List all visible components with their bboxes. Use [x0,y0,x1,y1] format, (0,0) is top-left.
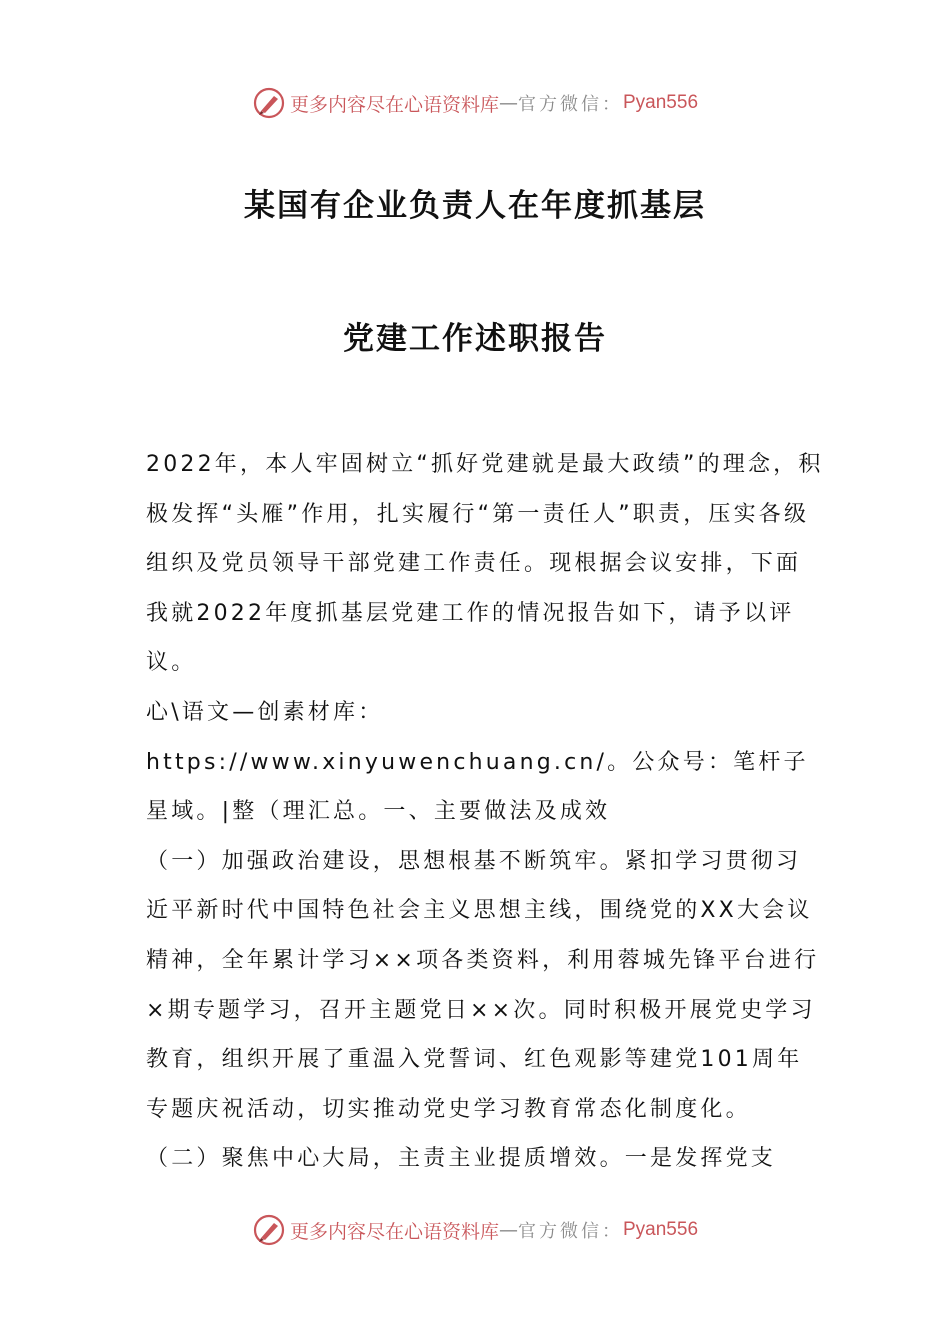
paragraph-section-2: （二）聚焦中心大局，主责主业提质增效。一是发挥党支 [146,1146,777,1172]
paragraph-section-1: （一）加强政治建设，思想根基不断筑牢。紧扣学习贯彻习近平新时代中国特色社会主义思想主线，围绕党的XX大会议精神，全年累计学习××项各类资料，利用蓉城先锋平台进行×期专题学习，召开主题党日××次。同时积极开展党史学习教育，组织开展了重温入党誓词、红色观影等建党101周年专题庆祝活动，切实推动党史学习教育常态化制度化。 [146,848,820,1122]
banner-text: 更多内容尽在心语资料库 [289,1220,499,1243]
banner-separator: — [499,1219,518,1241]
banner-text: 更多内容尽在心语资料库 [289,93,499,116]
pen-logo-icon [252,1213,286,1247]
document-title-line-1: 某国有企业负责人在年度抓基层 [244,188,706,224]
banner-wechat-id: Pyan556 [623,92,699,113]
banner-wechat-label: 官方微信： [518,1221,623,1242]
paragraph-intro: 2022年，本人牢固树立“抓好党建就是最大政绩”的理念，积极发挥“头雁”作用，扎实履行“第一责任人”职责，压实各级组织及党员领导干部党建工作责任。现根据会议安排，下面我就2022年度抓基层党建工作的情况报告如下，请予以评议。 [146,452,824,676]
banner-wechat-label: 官方微信： [518,94,623,115]
document-body [146,440,826,1184]
document-title-line-2: 党建工作述职报告 [343,321,607,357]
header-banner [0,83,950,123]
banner-wechat-id: Pyan556 [623,1219,699,1240]
footer-banner [0,1210,950,1250]
banner-separator: — [499,92,518,114]
paragraph-source: 心\语文—创素材库：https://www.xinyuwenchuang.cn/。公众号：笔杆子星域。|整（理汇总。一、主要做法及成效 [146,699,809,825]
pen-logo-icon [252,86,286,120]
